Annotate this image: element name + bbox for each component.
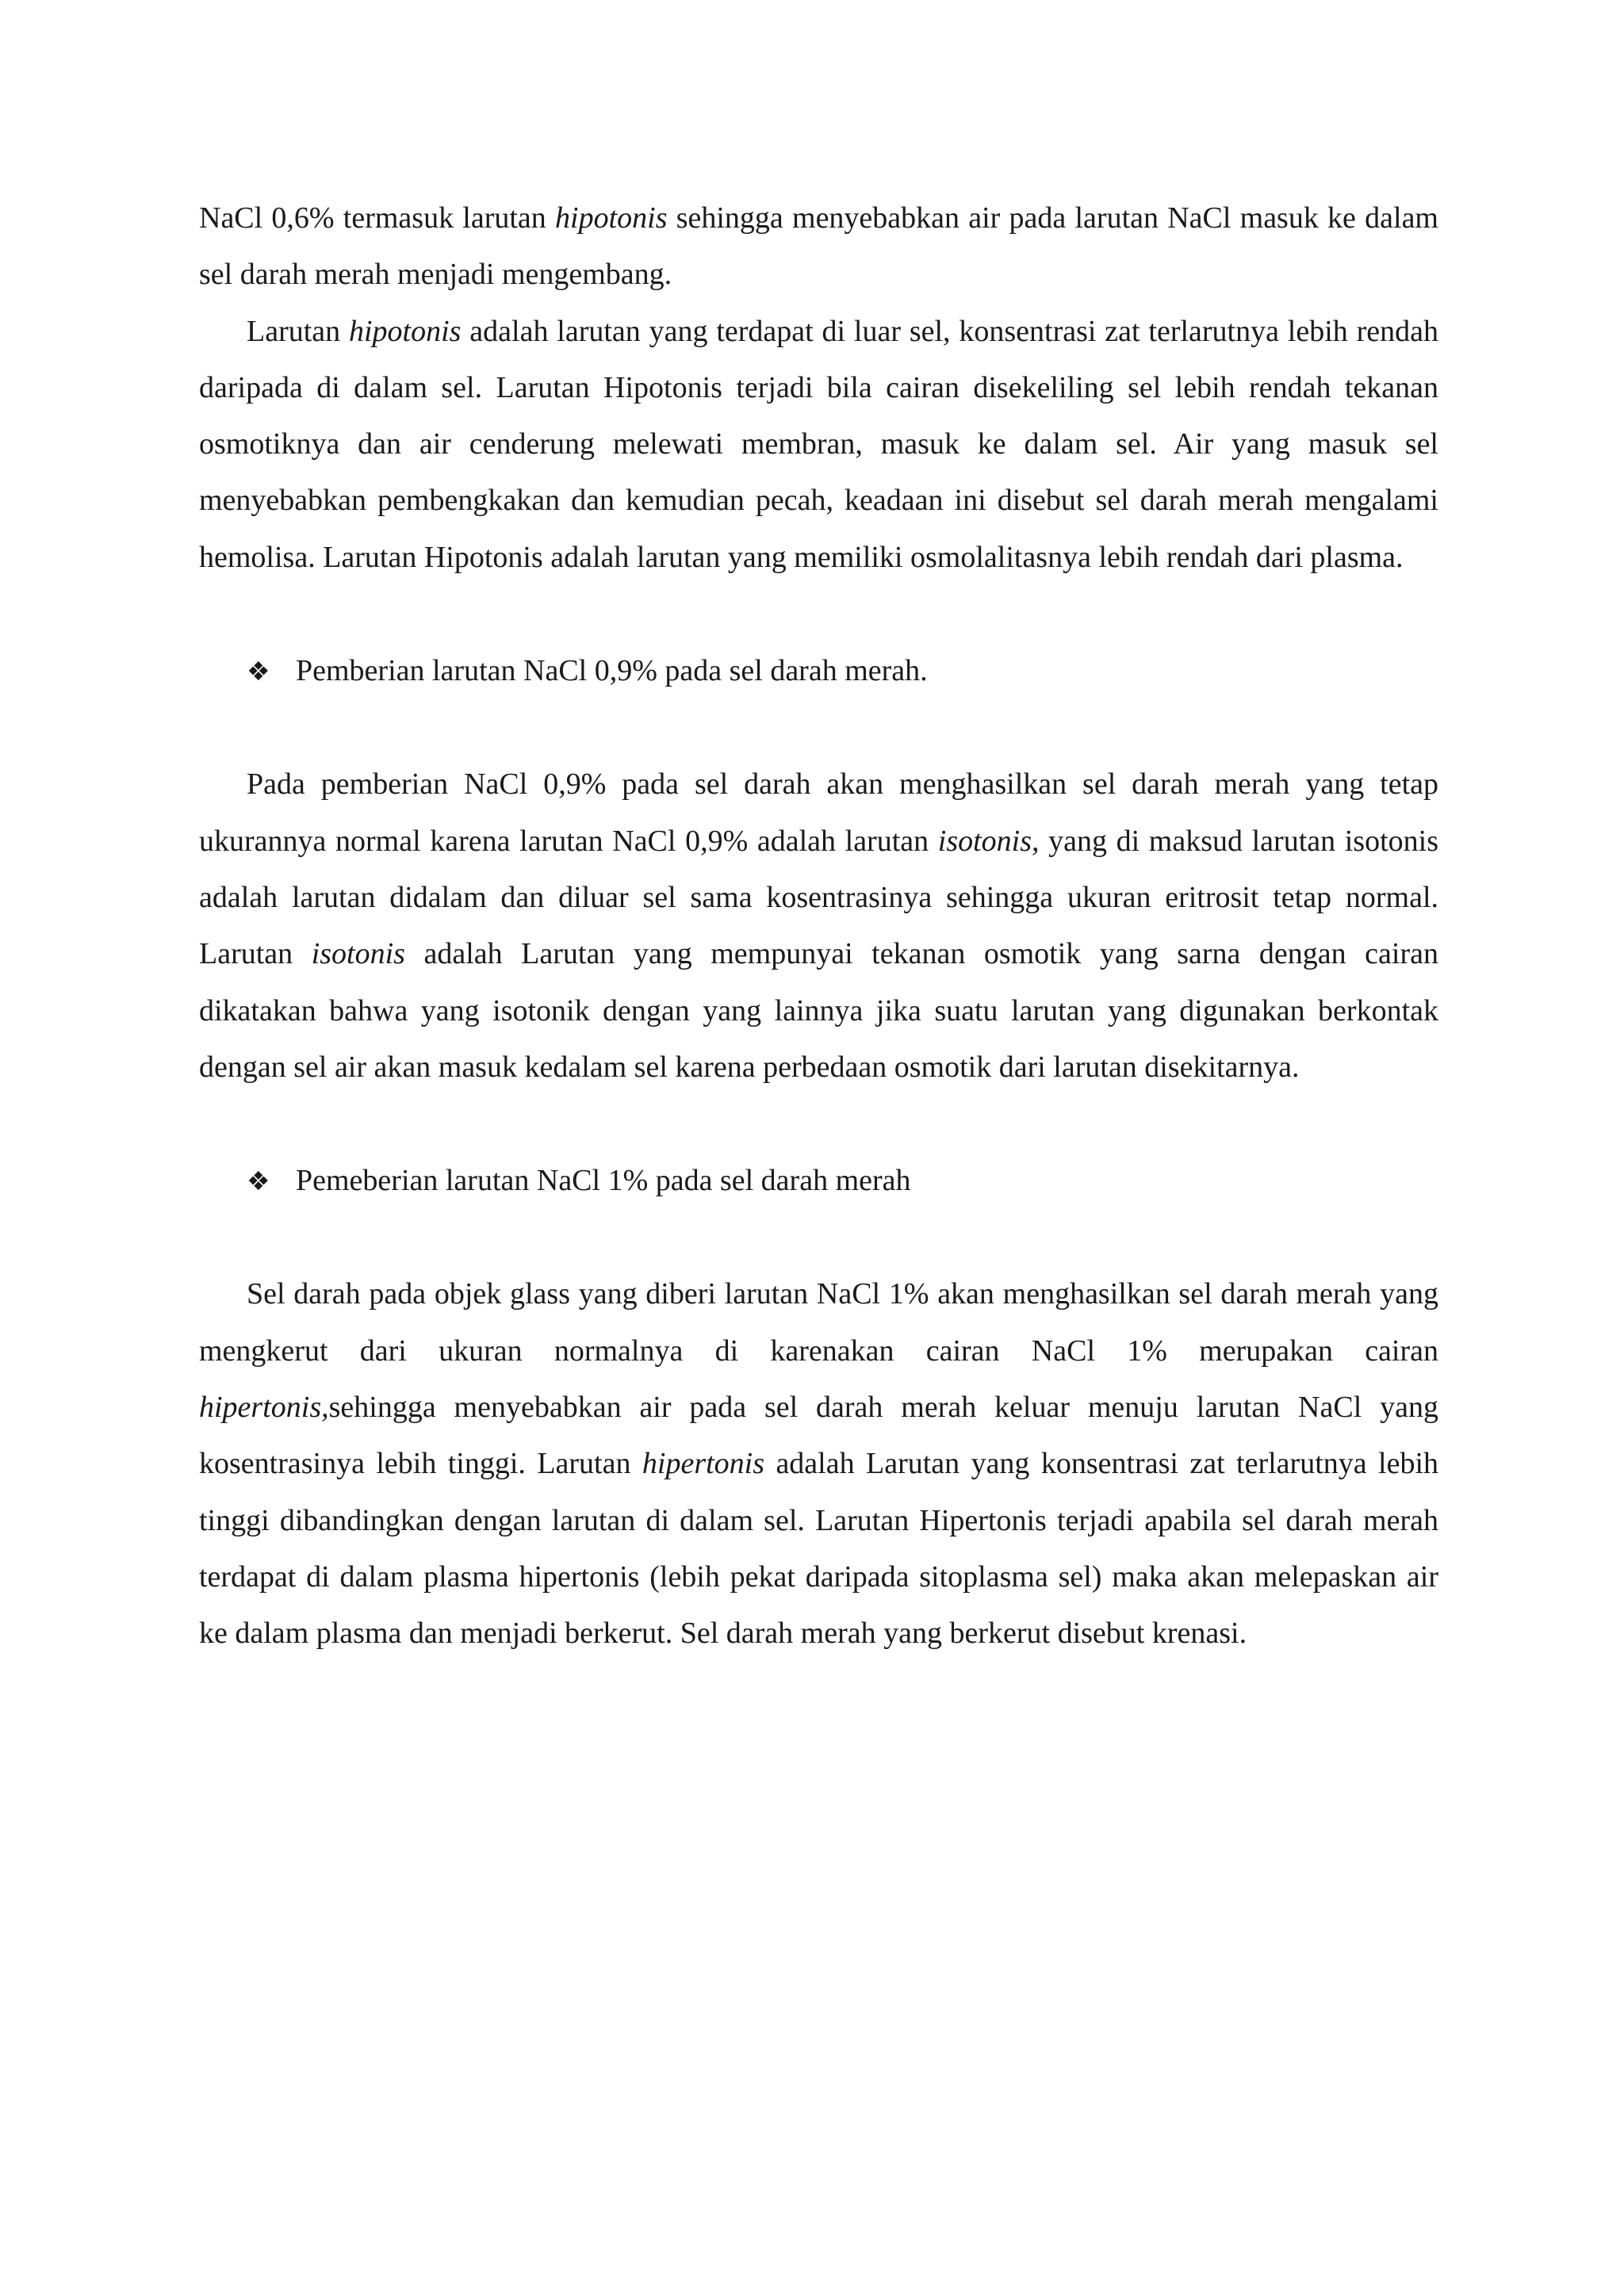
- diamond-bullet-icon: ❖: [247, 1165, 270, 1197]
- text-run: adalah larutan yang terdapat di luar sel, konsentrasi zat terlarutnya lebih rendah daripada di dalam sel. Larutan Hipotonis terjadi bila cairan disekeliling sel lebih rendah tekanan osmotiknya dan air cenderung melewati membran, masuk ke dalam sel. Air yang masuk sel menyebabkan pembengkakan dan kemudian pecah, keadaan ini disebut sel darah merah mengalami hemolisa. Larutan Hipotonis adalah larutan yang memiliki osmolalitasnya lebih rendah dari plasma.: [199, 314, 1439, 574]
- italic-term-isotonis: isotonis,: [937, 824, 1040, 858]
- bullet-heading-text: Pemeberian larutan NaCl 1% pada sel darah merah: [296, 1164, 911, 1198]
- paragraph-hipertonis: [199, 1266, 1438, 1662]
- text-run: sehingga menyebabkan air pada sel darah merah keluar menuju larutan NaCl yang kosentrasinya lebih tinggi. Larutan: [199, 1391, 1438, 1481]
- text-run: Larutan: [247, 314, 349, 348]
- diamond-bullet-icon: ❖: [247, 656, 270, 687]
- paragraph-hipotonis-intro: [199, 190, 1438, 304]
- text-run: adalah Larutan yang konsentrasi zat terlarutnya lebih tinggi dibandingkan dengan larutan di dalam sel. Larutan Hipertonis terjadi apabila sel darah merah terdapat di dalam plasma hipertonis (lebih pekat daripada sitoplasma sel) maka akan melepaskan air ke dalam plasma dan menjadi berkerut. Sel darah merah yang berkerut disebut krenasi.: [199, 1447, 1439, 1651]
- italic-term-isotonis: isotonis: [311, 937, 405, 971]
- document-page: [199, 190, 1438, 1663]
- spacer: [199, 699, 1438, 756]
- text-run: adalah Larutan yang mempunyai tekanan osmotik yang sarna dengan cairan dikatakan bahwa yang isotonik dengan yang lainnya jika suatu larutan yang digunakan berkontak dengan sel air akan masuk kedalam sel karena perbedaan osmotik dari larutan disekitarnya.: [199, 937, 1438, 1084]
- bullet-heading-nacl-09: [199, 643, 1438, 699]
- text-run: Sel darah pada objek glass yang diberi larutan NaCl 1% akan menghasilkan sel darah merah yang mengkerut dari ukuran normalnya di karenakan cairan NaCl 1% merupakan cairan: [199, 1277, 1438, 1368]
- italic-term-hipotonis: hipotonis: [349, 314, 462, 348]
- italic-term-hipotonis: hipotonis: [555, 201, 668, 235]
- italic-term-hipertonis: hipertonis,: [199, 1391, 329, 1425]
- bullet-heading-text: Pemberian larutan NaCl 0,9% pada sel darah merah.: [296, 654, 928, 688]
- spacer: [199, 1209, 1438, 1266]
- text-run: sehingga menyebabkan air pada larutan NaCl masuk ke dalam sel darah merah menjadi mengembang.: [199, 201, 1438, 292]
- text-run: Pada pemberian NaCl 0,9% pada sel darah akan menghasilkan sel darah merah yang tetap ukurannya normal karena larutan NaCl 0,9% adalah larutan: [199, 767, 1438, 858]
- paragraph-hipotonis-definition: [199, 304, 1438, 586]
- text-run: yang di maksud larutan isotonis adalah larutan didalam dan diluar sel sama kosentrasinya sehingga ukuran eritrosit tetap normal. Larutan: [199, 824, 1438, 971]
- bullet-heading-nacl-1: [199, 1153, 1438, 1209]
- italic-term-hipertonis: hipertonis: [642, 1447, 765, 1481]
- paragraph-isotonis: [199, 756, 1438, 1096]
- spacer: [199, 1096, 1438, 1153]
- text-run: NaCl 0,6% termasuk larutan: [199, 201, 556, 235]
- spacer: [199, 586, 1438, 643]
